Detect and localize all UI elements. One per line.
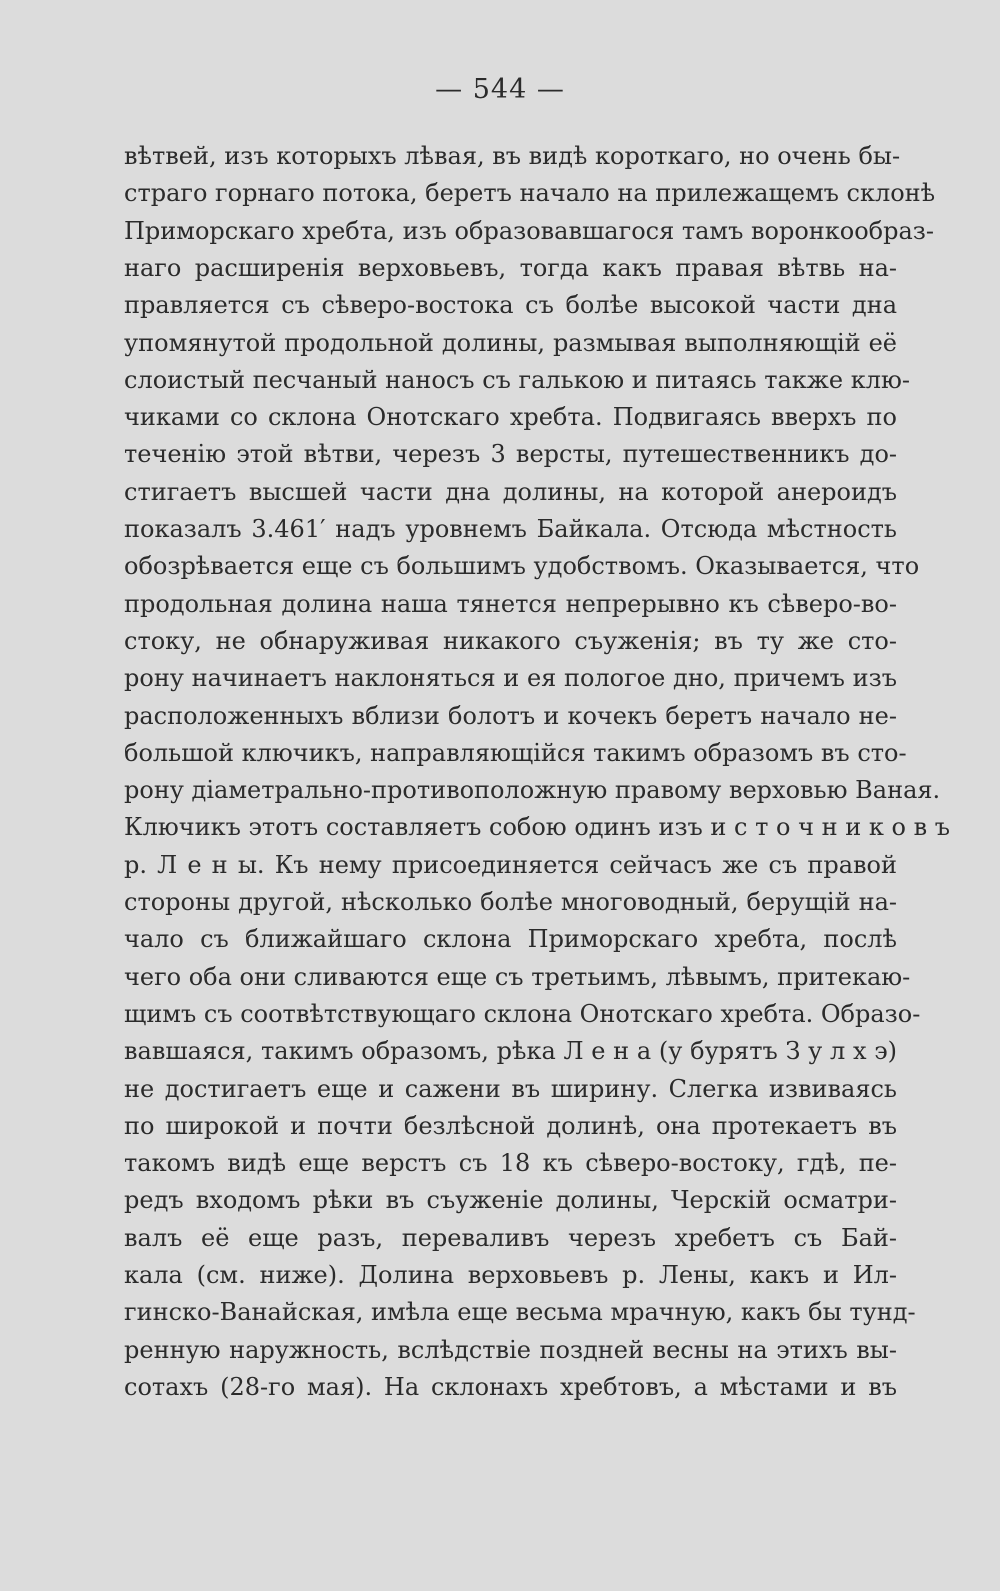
text-line: кала (см. ниже). Долина верховьевъ р. Лены, какъ и Ил- — [124, 1261, 897, 1289]
text-line: теченію этой вѣтви, черезъ 3 версты, путешественникъ до- — [124, 440, 897, 469]
text-line: наго расширенія верховьевъ, тогда какъ правая вѣтвь на- — [124, 253, 897, 282]
text-line: продольная долина наша тянется непрерывно къ сѣверо-во- — [124, 589, 897, 618]
text-line: гинско-Ванайская, имѣла еще весьма мрачную, какъ бы тунд- — [124, 1298, 916, 1327]
text-line: упомянутой продольной долины, размывая выполняющій её — [124, 328, 897, 357]
text-line: обозрѣвается еще съ большимъ удобствомъ. Оказывается, что — [124, 552, 920, 581]
text-line: стоку, не обнаруживая никакого съуженія; въ ту же сто- — [124, 626, 897, 655]
text-line: р. Л е н ы. Къ нему присоединяется сейчасъ же съ правой — [124, 850, 897, 879]
text-line: правляется съ сѣверо-востока съ болѣе высокой части дна — [124, 291, 897, 320]
text-line: стигаетъ высшей части дна долины, на которой анероидъ — [124, 477, 897, 506]
text-line: чиками со склона Онотскаго хребта. Подвигаясь вверхъ по — [124, 403, 897, 432]
text-line: стороны другой, нѣсколько болѣе многоводный, берущій на- — [124, 888, 897, 916]
text-line: показалъ 3.461′ надъ уровнемъ Байкала. Отсюда мѣстность — [124, 515, 897, 543]
text-line: Приморскаго хребта, изъ образовавшагося тамъ воронкообраз- — [124, 216, 934, 245]
text-line: чало съ ближайшаго склона Приморскаго хребта, послѣ — [124, 925, 897, 954]
text-line: страго горнаго потока, беретъ начало на прилежащемъ склонѣ — [124, 179, 936, 208]
text-line: не достигаетъ еще и сажени въ ширину. Слегка извиваясь — [124, 1074, 897, 1103]
text-line: Ключикъ этотъ составляетъ собою одинъ изъ и с т о ч н и к о в ъ — [124, 813, 950, 842]
text-line: рону начинаетъ наклоняться и ея пологое дно, причемъ изъ — [124, 664, 897, 693]
text-line: большой ключикъ, направляющійся такимъ образомъ въ сто- — [124, 738, 907, 767]
text-line: слоистый песчаный наносъ съ галькою и питаясь также клю- — [124, 365, 910, 394]
text-line: редъ входомъ рѣки въ съуженіе долины, Черскій осматри- — [124, 1186, 897, 1215]
text-line: такомъ видѣ еще верстъ съ 18 къ сѣверо-востоку, гдѣ, пе- — [124, 1149, 897, 1178]
text-line: по широкой и почти безлѣсной долинѣ, она протекаетъ въ — [124, 1111, 897, 1140]
text-line: расположенныхъ вблизи болотъ и кочекъ беретъ начало не- — [124, 701, 897, 730]
text-line: ренную наружность, вслѣдствіе поздней весны на этихъ вы- — [124, 1335, 897, 1364]
text-line: чего оба они сливаются еще съ третьимъ, лѣвымъ, притекаю- — [124, 962, 911, 991]
text-line: валъ её еще разъ, переваливъ черезъ хребетъ съ Бай- — [124, 1223, 897, 1252]
text-line: щимъ съ соотвѣтствующаго склона Онотскаго хребта. Образо- — [124, 999, 921, 1028]
text-line: вавшаяся, такимъ образомъ, рѣка Л е н а (у бурятъ З у л х э) — [124, 1037, 897, 1066]
text-line: рону діаметрально-противоположную правому верховью Ваная. — [124, 776, 941, 805]
page-number: — 544 — — [435, 74, 565, 105]
text-line-last: сотахъ (28-го мая). На склонахъ хребтовъ, а мѣстами и въ — [124, 1372, 897, 1401]
text-line: вѣтвей, изъ которыхъ лѣвая, въ видѣ короткаго, но очень бы- — [124, 142, 901, 170]
